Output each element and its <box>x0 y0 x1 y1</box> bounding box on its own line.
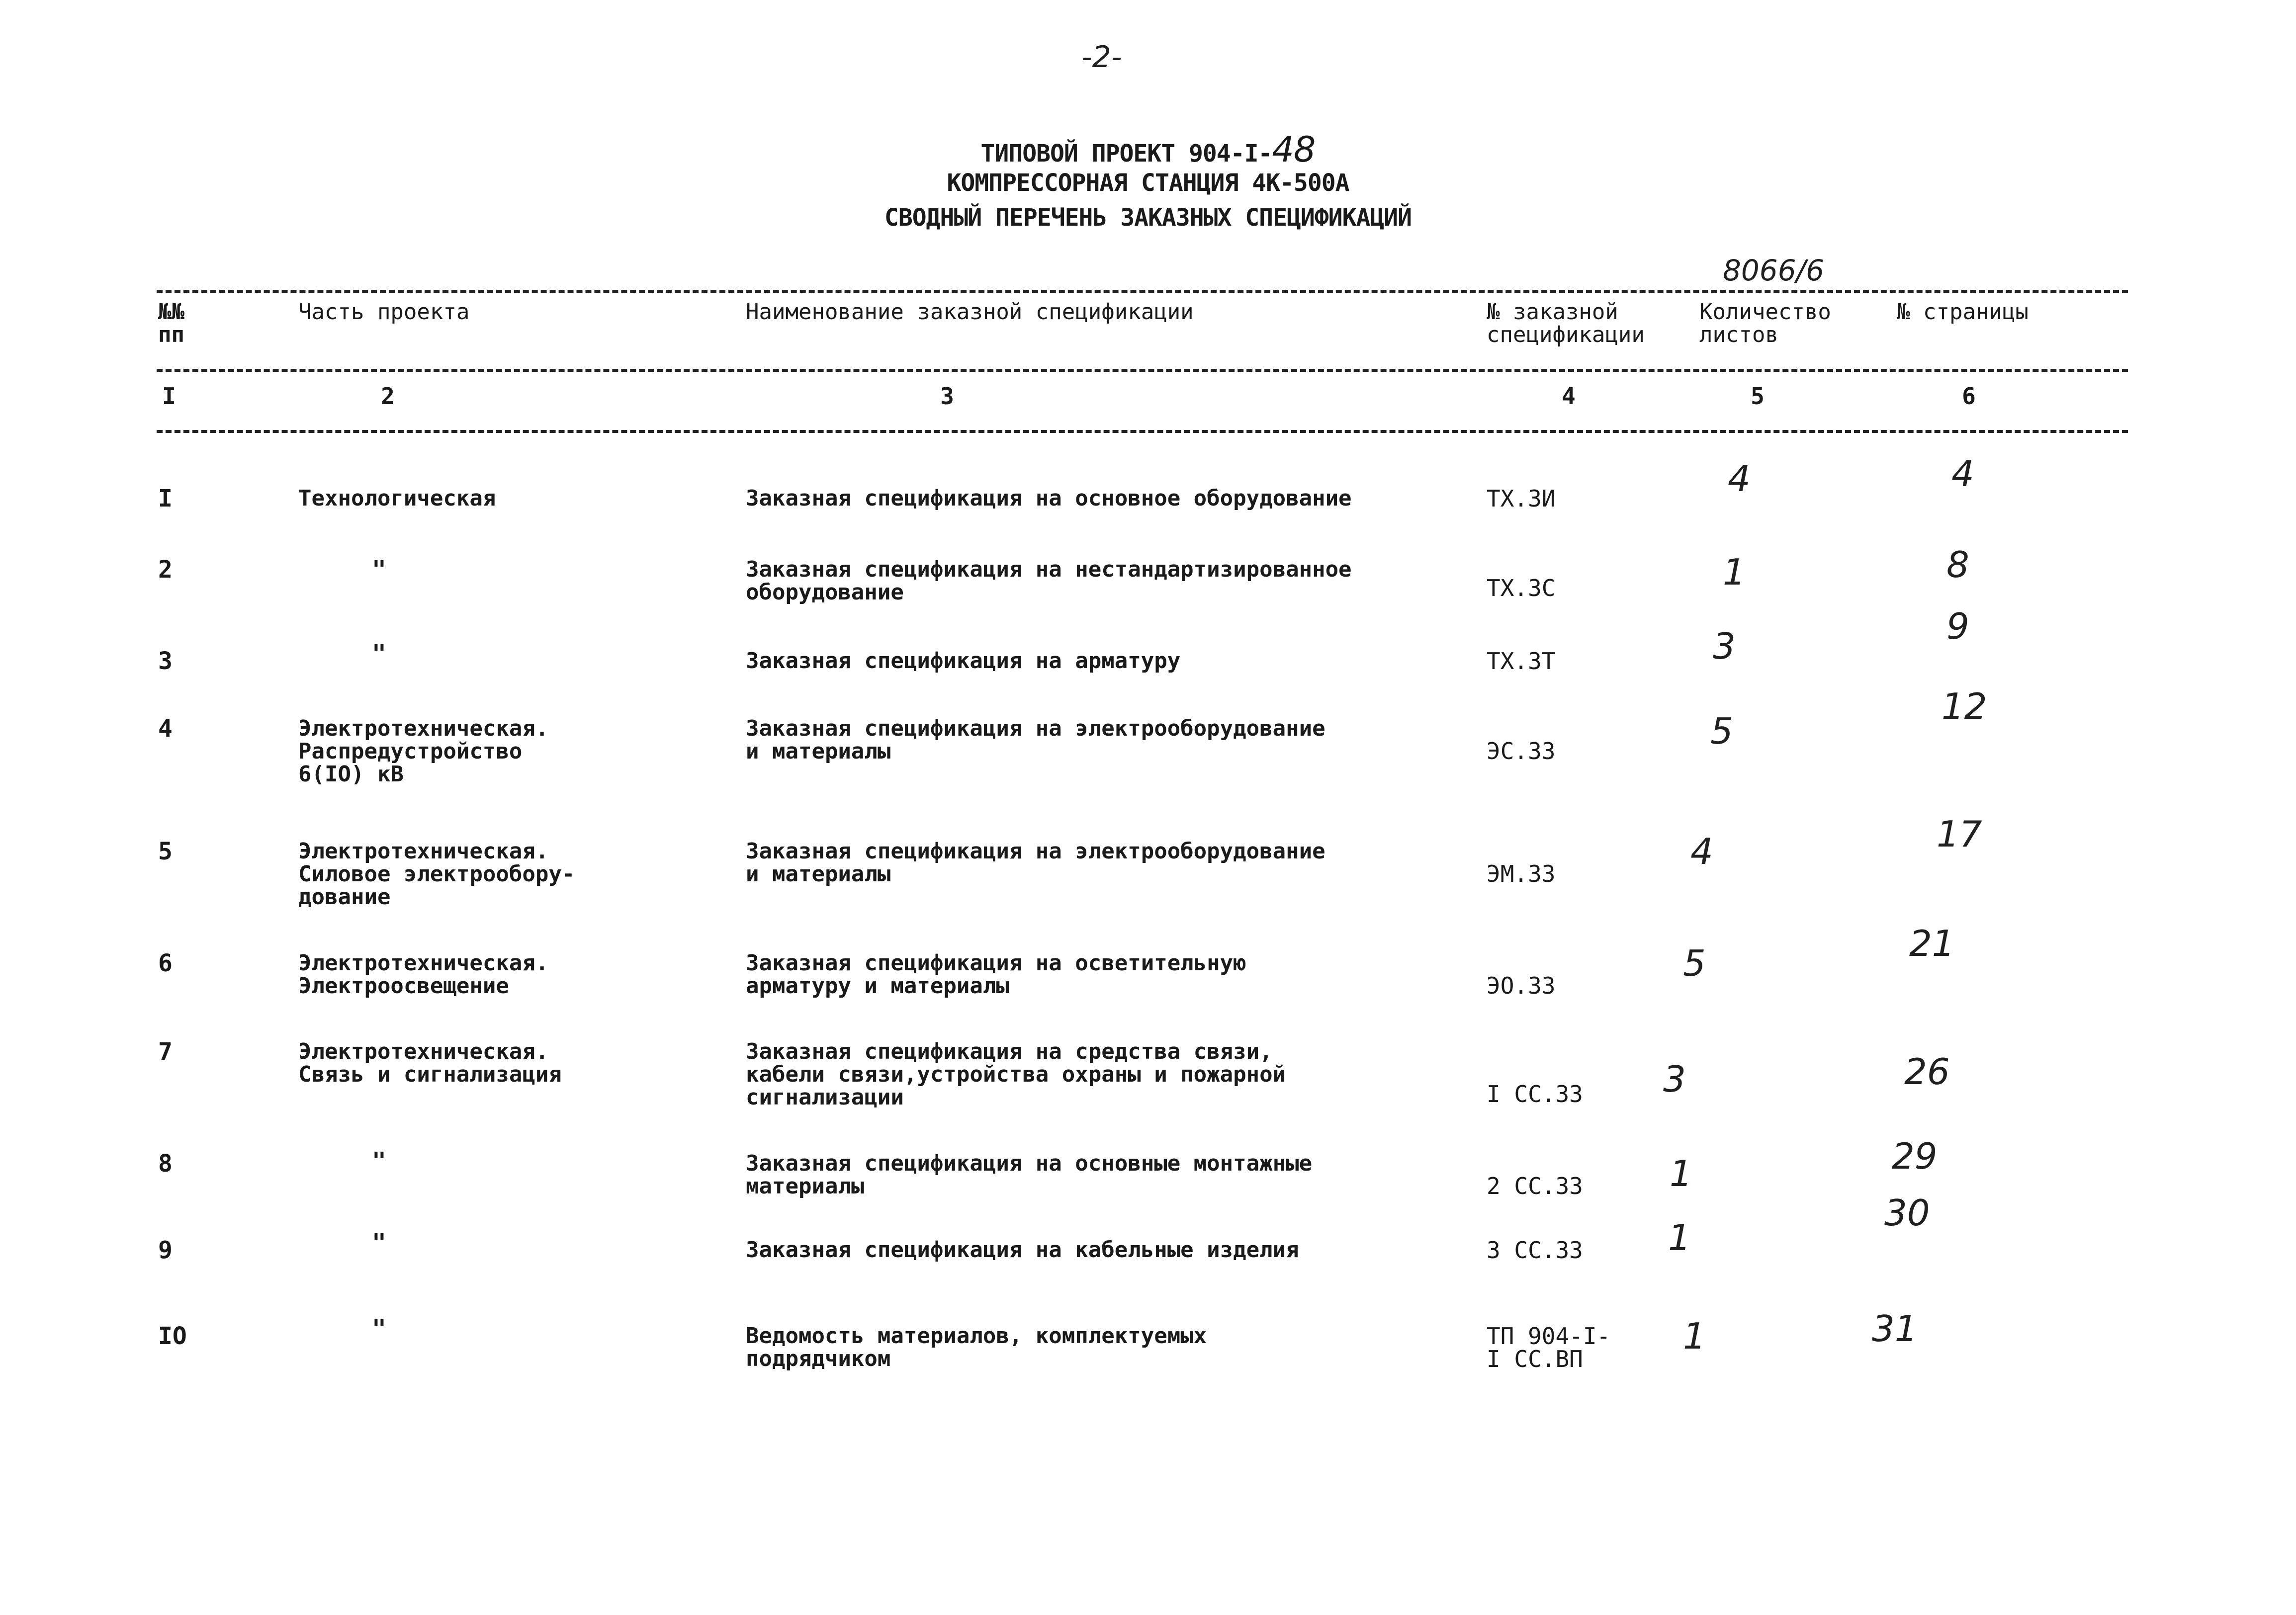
row-spec-name-line: Заказная спецификация на основные монтажные <box>746 1151 1313 1176</box>
col-header-code-line2: спецификации <box>1487 322 1645 347</box>
row-sheet-count: 3 <box>1663 1058 1686 1100</box>
row-spec-code <box>1487 740 1555 763</box>
row-spec-name-line: кабели связи,устройства охраны и пожарной <box>746 1062 1286 1087</box>
row-number: I <box>158 485 173 512</box>
col-number-3: 3 <box>940 383 954 410</box>
row-spec-name <box>746 1152 1312 1198</box>
project-subtitle: КОМПРЕССОРНАЯ СТАНЦИЯ 4К-500А <box>947 169 1349 197</box>
row-part-line: Электроосвещение <box>298 973 509 999</box>
row-page-number: 17 <box>1937 813 1982 855</box>
row-page-number: 12 <box>1942 685 1987 727</box>
row-part <box>298 717 548 786</box>
row-spec-code-line: I СС.ВП <box>1487 1346 1583 1372</box>
project-title <box>0 129 2296 170</box>
row-spec-code <box>1487 650 1555 673</box>
row-number: 2 <box>158 556 173 584</box>
row-spec-code <box>1487 487 1555 510</box>
row-part <box>298 952 548 998</box>
list-title: СВОДНЫЙ ПЕРЕЧЕНЬ ЗАКАЗНЫХ СПЕЦИФИКАЦИЙ <box>884 204 1412 232</box>
row-spec-name <box>746 1239 1299 1262</box>
row-number: IO <box>158 1322 187 1350</box>
row-part-ditto: " <box>372 1229 386 1257</box>
row-spec-code-line: 3 СС.ЗЗ <box>1487 1237 1583 1264</box>
row-spec-name-line: Ведомость материалов, комплектуемых <box>746 1323 1207 1349</box>
row-spec-code-line: ЭС.ЗЗ <box>1487 738 1556 765</box>
row-number: 6 <box>158 949 173 977</box>
col-number-4: 4 <box>1562 383 1576 410</box>
row-spec-name-line: Заказная спецификация на электрооборудование <box>746 839 1325 864</box>
row-sheet-count: 5 <box>1683 942 1706 984</box>
row-page-number: 31 <box>1872 1308 1918 1350</box>
row-part-line: Силовое электрообору- <box>298 861 575 887</box>
row-part <box>298 840 575 909</box>
row-sheet-count: 4 <box>1728 458 1751 500</box>
row-spec-code <box>1487 862 1555 885</box>
row-spec-code <box>1487 1083 1583 1105</box>
row-spec-name-line: и материалы <box>746 861 891 887</box>
row-sheet-count: 1 <box>1723 551 1746 593</box>
row-page-number: 30 <box>1884 1192 1930 1234</box>
row-spec-name-line: Заказная спецификация на осветительную <box>746 950 1246 976</box>
row-page-number: 29 <box>1892 1135 1938 1177</box>
row-spec-name-line: подрядчиком <box>746 1346 891 1371</box>
table-numbers-rule <box>157 430 2128 433</box>
row-sheet-count: 5 <box>1710 710 1733 752</box>
project-title-printed: ТИПОВОЙ ПРОЕКТ 904-I- <box>980 140 1272 168</box>
row-spec-code-line: ТХ.ЗТ <box>1487 648 1556 675</box>
row-spec-code <box>1487 1175 1583 1197</box>
row-spec-name <box>746 952 1246 998</box>
table-header-rule <box>157 369 2128 372</box>
page-number: -2- <box>1081 40 1122 75</box>
row-spec-code-line: ЭМ.ЗЗ <box>1487 860 1556 887</box>
row-spec-name-line: материалы <box>746 1174 865 1199</box>
row-spec-name-line: сигнализации <box>746 1085 904 1110</box>
row-part-ditto: " <box>372 556 386 584</box>
row-sheet-count: 1 <box>1683 1315 1706 1357</box>
row-page-number: 8 <box>1946 544 1969 586</box>
row-spec-code <box>1487 1239 1583 1262</box>
row-sheet-count: 3 <box>1713 625 1736 667</box>
row-part-line: Электротехническая. <box>298 1039 549 1064</box>
row-spec-name <box>746 840 1325 886</box>
row-spec-code <box>1487 577 1555 599</box>
row-spec-name-line: арматуру и материалы <box>746 973 1009 999</box>
row-spec-code-line: ТП 904-I- <box>1487 1323 1611 1350</box>
col-header-code-line1: № заказной <box>1487 299 1618 325</box>
row-spec-name-line: и материалы <box>746 739 891 764</box>
row-part <box>298 487 496 510</box>
row-spec-name-line: Заказная спецификация на основное оборудование <box>746 486 1352 511</box>
row-part-line: Связь и сигнализация <box>298 1062 562 1087</box>
row-part-line: 6(IO) кВ <box>298 762 404 787</box>
row-spec-code-line: 2 СС.ЗЗ <box>1487 1173 1583 1199</box>
row-part-line: дование <box>298 884 391 910</box>
row-part-line: Технологическая <box>298 486 496 511</box>
row-part-line: Электротехническая. <box>298 839 549 864</box>
row-page-number: 9 <box>1946 605 1969 647</box>
row-sheet-count: 1 <box>1670 1153 1692 1194</box>
row-spec-code-line: ЭО.ЗЗ <box>1487 972 1556 999</box>
col-number-1: I <box>162 383 176 410</box>
col-header-sheets-line1: Количество <box>1699 299 1831 325</box>
row-spec-name-line: Заказная спецификация на кабельные изделия <box>746 1237 1299 1263</box>
row-number: 8 <box>158 1150 173 1178</box>
col-number-6: 6 <box>1962 383 1976 410</box>
row-number: 4 <box>158 715 173 743</box>
row-part-ditto: " <box>372 640 386 668</box>
col-number-5: 5 <box>1751 383 1765 410</box>
row-page-number: 26 <box>1904 1051 1950 1093</box>
row-spec-name <box>746 487 1352 510</box>
row-spec-code-line: I СС.ЗЗ <box>1487 1081 1583 1107</box>
col-header-page: № страницы <box>1897 299 2029 325</box>
col-header-no-line2: пп <box>158 322 184 347</box>
row-spec-name-line: оборудование <box>746 580 904 605</box>
col-header-no-line1: №№ <box>158 299 184 325</box>
row-spec-name-line: Заказная спецификация на электрооборудование <box>746 716 1325 741</box>
row-spec-name-line: Заказная спецификация на арматуру <box>746 648 1181 674</box>
row-spec-name <box>746 1040 1286 1109</box>
row-spec-code-line: ТХ.ЗС <box>1487 575 1556 601</box>
col-header-code <box>1487 301 1645 346</box>
row-page-number: 21 <box>1909 923 1955 964</box>
row-sheet-count: 4 <box>1690 831 1713 872</box>
col-header-sheets <box>1699 301 1831 346</box>
row-part-line: Электротехническая. <box>298 716 549 741</box>
col-header-name: Наименование заказной спецификации <box>746 299 1194 325</box>
row-spec-code-line: ТХ.ЗИ <box>1487 485 1556 512</box>
col-number-2: 2 <box>381 383 395 410</box>
row-spec-name-line: Заказная спецификация на средства связи, <box>746 1039 1273 1064</box>
archive-number: 8066/6 <box>1723 254 1825 287</box>
project-number-handwritten: 48 <box>1272 129 1316 170</box>
col-header-no <box>158 301 184 346</box>
row-number: 7 <box>158 1038 173 1066</box>
row-part <box>298 1040 562 1086</box>
row-spec-name <box>746 1325 1207 1370</box>
row-number: 3 <box>158 647 173 675</box>
col-header-sheets-line2: листов <box>1699 322 1778 347</box>
row-page-number: 4 <box>1951 453 1974 495</box>
row-spec-name <box>746 650 1180 673</box>
row-spec-code <box>1487 974 1555 997</box>
row-part-ditto: " <box>372 1147 386 1175</box>
row-part-ditto: " <box>372 1315 386 1343</box>
table-top-rule <box>157 290 2128 293</box>
row-spec-name-line: Заказная спецификация на нестандартизированное <box>746 557 1352 582</box>
row-sheet-count: 1 <box>1668 1217 1691 1259</box>
row-spec-code <box>1487 1325 1610 1370</box>
row-part-line: Электротехническая. <box>298 950 549 976</box>
row-spec-name <box>746 558 1352 604</box>
col-header-part: Часть проекта <box>298 299 470 325</box>
row-number: 5 <box>158 838 173 865</box>
row-part-line: Распредустройство <box>298 739 523 764</box>
row-spec-name <box>746 717 1325 763</box>
row-number: 9 <box>158 1236 173 1264</box>
